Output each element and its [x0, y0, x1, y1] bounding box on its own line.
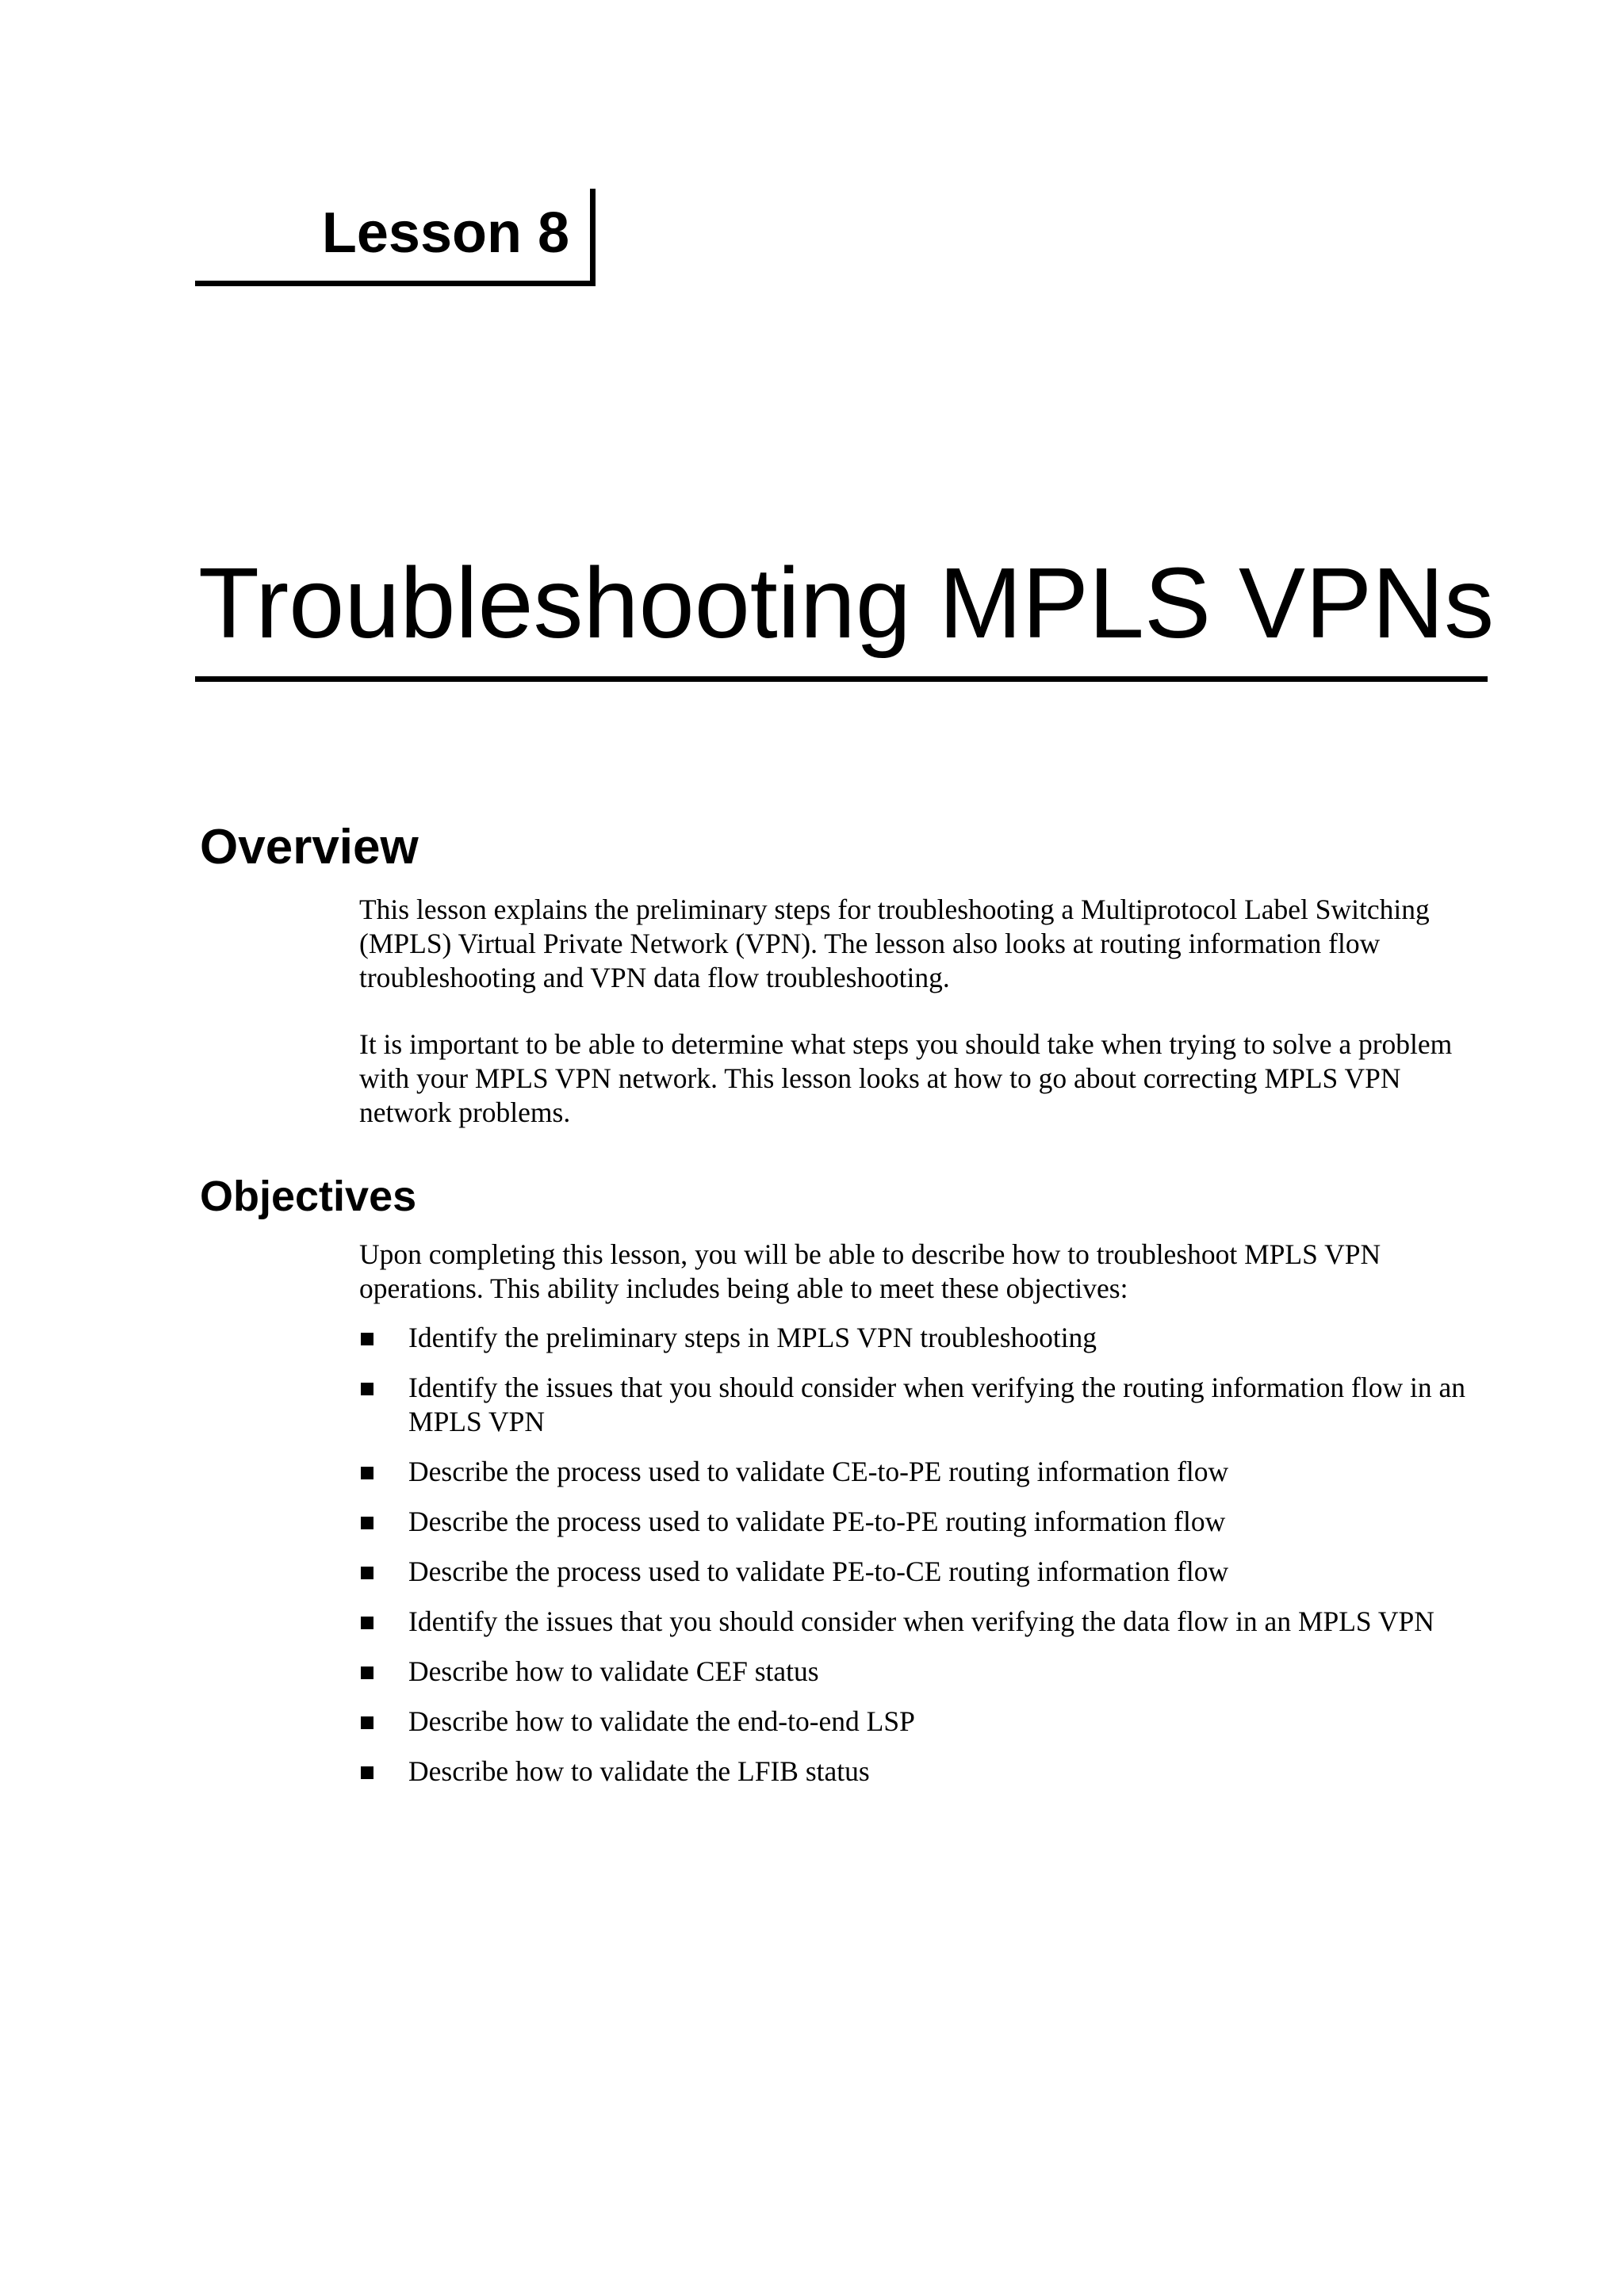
- list-item: [359, 1505, 1485, 1539]
- list-item-text: Describe the process used to validate CE-to-PE routing information flow: [408, 1456, 1229, 1487]
- list-item: [359, 1555, 1485, 1589]
- list-item-text: Describe how to validate the LFIB status: [408, 1755, 870, 1787]
- overview-heading: Overview: [200, 820, 419, 874]
- square-bullet-icon: [361, 1467, 373, 1479]
- lesson-label: Lesson 8: [321, 201, 569, 265]
- list-item-text: Identify the preliminary steps in MPLS VPN troubleshooting: [408, 1322, 1097, 1353]
- square-bullet-icon: [361, 1567, 373, 1579]
- list-item: [359, 1321, 1485, 1355]
- square-bullet-icon: [361, 1766, 373, 1779]
- square-bullet-icon: [361, 1333, 373, 1345]
- lesson-header: [195, 189, 596, 286]
- overview-paragraph-1: This lesson explains the preliminary steps for troubleshooting a Multiprotocol Label Switching (MPLS) Virtual Private Network (VPN). The lesson also looks at routing information flow troubleshooting and VPN data flow troubleshooting.: [359, 894, 1430, 993]
- list-item-text: Describe how to validate the end-to-end LSP: [408, 1705, 915, 1737]
- square-bullet-icon: [361, 1667, 373, 1679]
- list-item-text: Describe how to validate CEF status: [408, 1655, 819, 1687]
- title-underline: [195, 676, 1488, 682]
- overview-paragraph-2: It is important to be able to determine what steps you should take when trying to solve a problem with your MPLS VPN network. This lesson looks at how to go about correcting MPLS VPN network problems.: [359, 1028, 1453, 1128]
- list-item-text: Identify the issues that you should consider when verifying the routing information flow in an MPLS VPN: [408, 1372, 1465, 1437]
- list-item: [359, 1705, 1485, 1739]
- list-item-text: Identify the issues that you should consider when verifying the data flow in an MPLS VPN: [408, 1605, 1434, 1637]
- list-item: [359, 1755, 1485, 1789]
- square-bullet-icon: [361, 1383, 373, 1395]
- square-bullet-icon: [361, 1617, 373, 1629]
- list-item: [359, 1371, 1485, 1439]
- list-item-text: Describe the process used to validate PE-to-PE routing information flow: [408, 1506, 1226, 1537]
- square-bullet-icon: [361, 1716, 373, 1729]
- objectives-intro: Upon completing this lesson, you will be able to describe how to troubleshoot MPLS VPN operations. This ability includes being able to meet these objectives:: [359, 1238, 1381, 1304]
- list-item: [359, 1455, 1485, 1489]
- list-item: [359, 1655, 1485, 1689]
- objectives-list: [359, 1321, 1485, 1804]
- objectives-heading: Objectives: [200, 1173, 417, 1220]
- list-item: [359, 1605, 1485, 1639]
- page-title: Troubleshooting MPLS VPNs: [198, 547, 1495, 659]
- list-item-text: Describe the process used to validate PE-to-CE routing information flow: [408, 1556, 1229, 1587]
- square-bullet-icon: [361, 1517, 373, 1529]
